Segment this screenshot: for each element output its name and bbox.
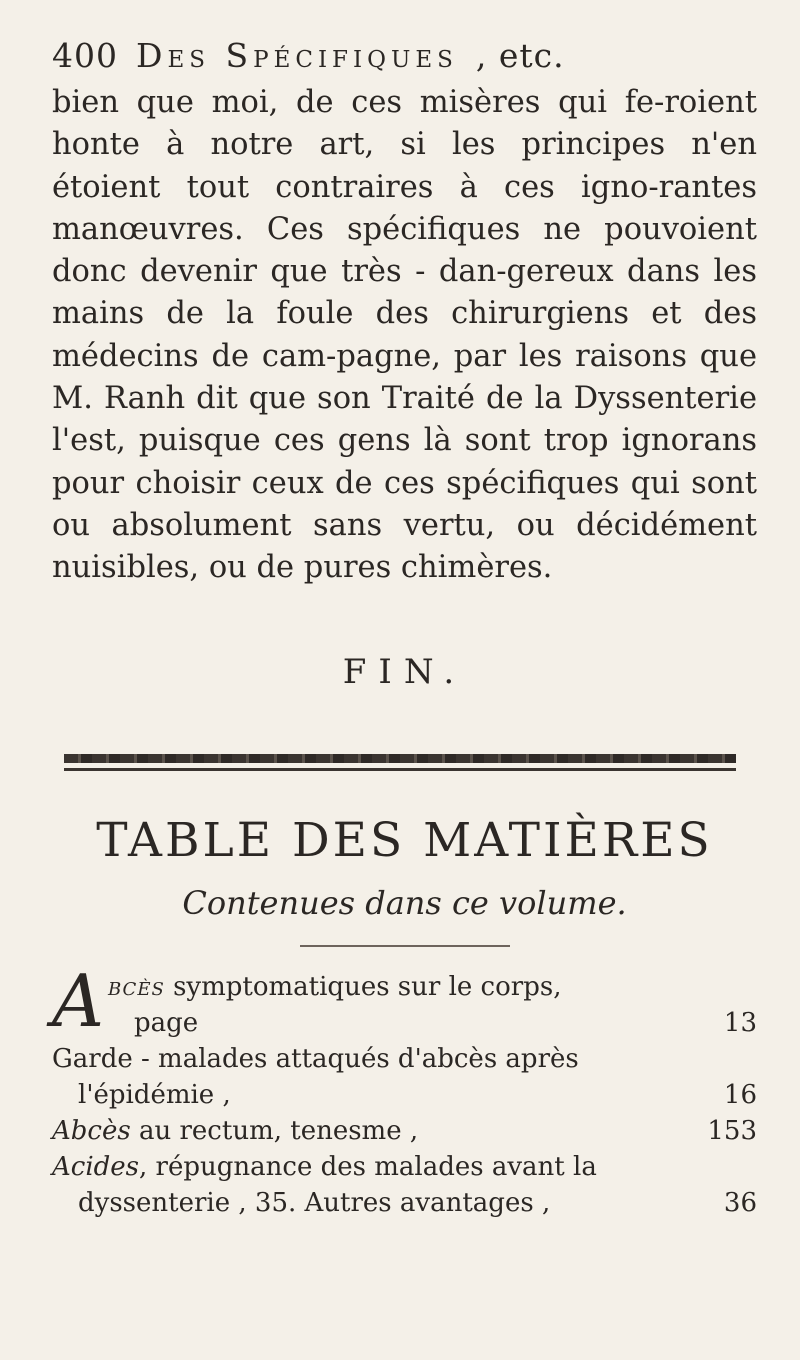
index-entry-head: bcès <box>108 971 165 1002</box>
index-entry-head: Abcès <box>52 1115 131 1146</box>
index-entry-continuation: page <box>134 1007 199 1038</box>
ornamental-rule <box>64 754 736 763</box>
index-entry-text: symptomatiques sur le corps, <box>164 971 562 1002</box>
index-entry-line <box>52 969 757 1005</box>
index-entry-page: 13 <box>723 1007 757 1038</box>
body-paragraph: bien que moi, de ces misères qui fe-roient honte à notre art, si les principes n'en étoient tout contraires à ces igno-rantes manœuvres. Ces spécifiques ne pouvoient donc devenir que très - dan-gereux dans les mains de la foule des chirurgiens et des médecins de cam-pagne, par les raisons que M. Ranh dit que son Traité de la Dyssenterie l'est, puisque ces gens là sont trop ignorans pour choisir ceux de ces spécifiques qui sont ou absolument sans vertu, ou décidément nuisibles, ou de pures chimères. <box>52 85 757 586</box>
index-entry-head: Acides <box>52 1151 140 1182</box>
index-entry <box>52 1113 757 1149</box>
index-entry <box>52 1149 757 1221</box>
index-entry-page: 153 <box>707 1115 757 1146</box>
index-entry-text: , répugnance des malades avant la <box>139 1151 597 1182</box>
running-header <box>52 34 757 78</box>
index-entry-text: Garde - malades attaqués d'abcès après <box>52 1043 579 1074</box>
index-entry <box>52 1041 757 1113</box>
running-title: Des Spécifiques <box>136 36 458 75</box>
table-of-contents-subtitle: Contenues dans ce volume. <box>182 883 627 922</box>
index-entry-line <box>52 1077 757 1113</box>
index-entry-page: 36 <box>723 1187 757 1218</box>
index-entry-page: 16 <box>723 1079 757 1110</box>
index-list <box>52 958 757 1221</box>
fin-mark: FIN. <box>342 651 467 692</box>
thin-rule <box>64 768 736 771</box>
index-entry-line <box>108 1005 757 1041</box>
running-title-etc: , etc. <box>475 36 565 75</box>
page-number: 400 <box>52 36 118 75</box>
drop-cap: A <box>52 958 104 1043</box>
index-entry-line <box>52 1041 757 1077</box>
book-page <box>52 34 757 1334</box>
index-entry-line <box>52 1149 757 1185</box>
table-of-contents-title: TABLE DES MATIÈRES <box>96 812 713 868</box>
index-entry-line <box>52 1185 757 1221</box>
index-entry-text: au rectum, tenesme , <box>130 1115 419 1146</box>
index-entry-continuation: dyssenterie , 35. Autres avantages , <box>78 1187 551 1218</box>
index-entry <box>52 958 757 1043</box>
index-entry-continuation: l'épidémie , <box>78 1079 231 1110</box>
short-divider <box>300 945 510 947</box>
